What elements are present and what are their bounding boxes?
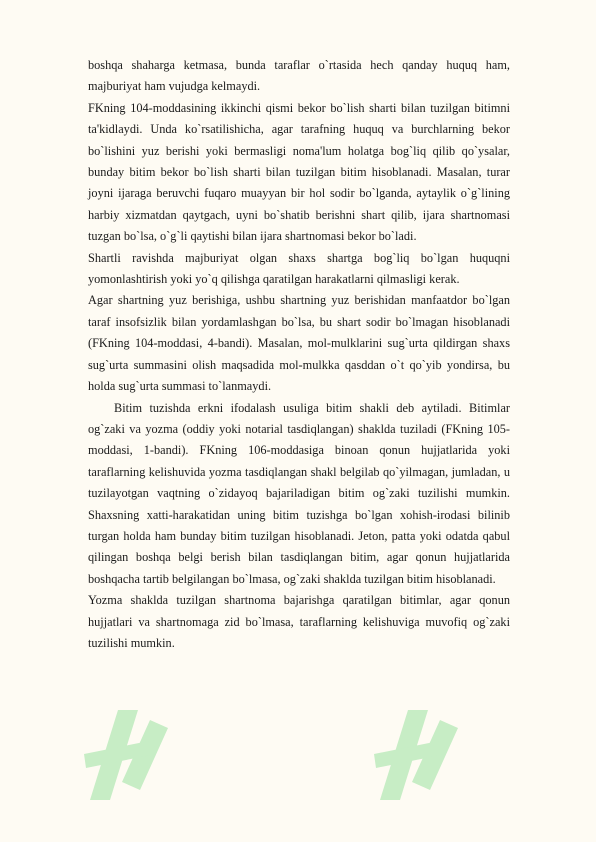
watermark-logo [360, 690, 480, 820]
paragraph: boshqa shaharga ketmasa, bunda taraflar o`rtasida hech qanday huquq ham, majburiyat ham vujudga kelmaydi. [88, 58, 510, 94]
paragraph: Agar shartning yuz berishiga, ushbu shartning yuz berishidan manfaatdor bo`lgan taraf insofsizlik bilan yordamlashgan bo`lsa, bu shart sodir bo`lmagan hisoblanadi (FKning 104-moddasi, 4-bandi). Masalan, mol-mulklarini sug`urta qildirgan shaxs sug`urta summasini olish maqsadida mol-mulkka qasddan o`t qo`yib yondirsa, bu holda sug`urta summasi to`lanmaydi. [88, 293, 510, 394]
paragraph: FKning 104-moddasining ikkinchi qismi bekor bo`lish sharti bilan tuzilgan bitimni ta'kidlaydi. Unda ko`rsatilishicha, agar tarafning huquq va burchlarning bekor bo`lishini yuz berishi yoki bermasligi noma'lum holatga bog`liq qilib qo`ysalar, bunday bitim bekor bo`lish sharti bilan tuzilgan bitim hisoblanadi. Masalan, turar joyni ijaraga beruvchi fuqaro muayyan bir hol sodir bo`lganda, aytaylik o`g`lining harbiy xizmatdan qaytgach, uyni bo`shatib berishni shart qilib, ijara shartnomasi tuzgan bo`lsa, o`g`li qaytishi bilan ijara shartnomasi bekor bo`ladi. [88, 100, 510, 244]
paragraph: Yozma shaklda tuzilgan shartnoma bajarishga qaratilgan bitimlar, agar qonun hujjatlari va shartnomaga zid bo`lmasa, taraflarning kelishuviga muvofiq og`zaki tuzilishi mumkin. [88, 593, 510, 650]
paragraph: Shartli ravishda majburiyat olgan shaxs shartga bog`liq bo`lgan huquqni yomonlashtirish yoki yo`q qilishga qaratilgan harakatlarni qilmasligi kerak. [88, 250, 510, 287]
document-body [88, 55, 510, 654]
paragraph: Bitim tuzishda erkni ifodalash usuliga bitim shakli deb aytiladi. Bitimlar og`zaki va yozma (oddiy yoki notarial tasdiqlangan) shaklda tuziladi (FKning 105-moddasi, 1-bandi). FKning 106-moddasiga binoan qonun hujjatlarida yoki taraflarning kelishuvida yozma tasdiqlangan shakl belgilab qo`yilmagan, jumladan, u tuzilayotgan vaqtning o`zidayoq bajariladigan bitim og`zaki tuzilishi mumkin. Shaxsning xatti-harakatidan uning bitim tuzishga bo`lgan xohish-irodasi bilinib turgan holda ham bunday bitim tuzilgan hisoblanadi. Jeton, patta yoki odatda qabul qilingan boshqa belgi berish bilan tasdiqlangan bitim, agar qonun hujjatlarida boshqacha tartib belgilangan bo`lmasa, og`zaki shaklda tuzilgan bitim hisoblanadi. [88, 400, 510, 586]
watermark-logo [70, 690, 190, 820]
